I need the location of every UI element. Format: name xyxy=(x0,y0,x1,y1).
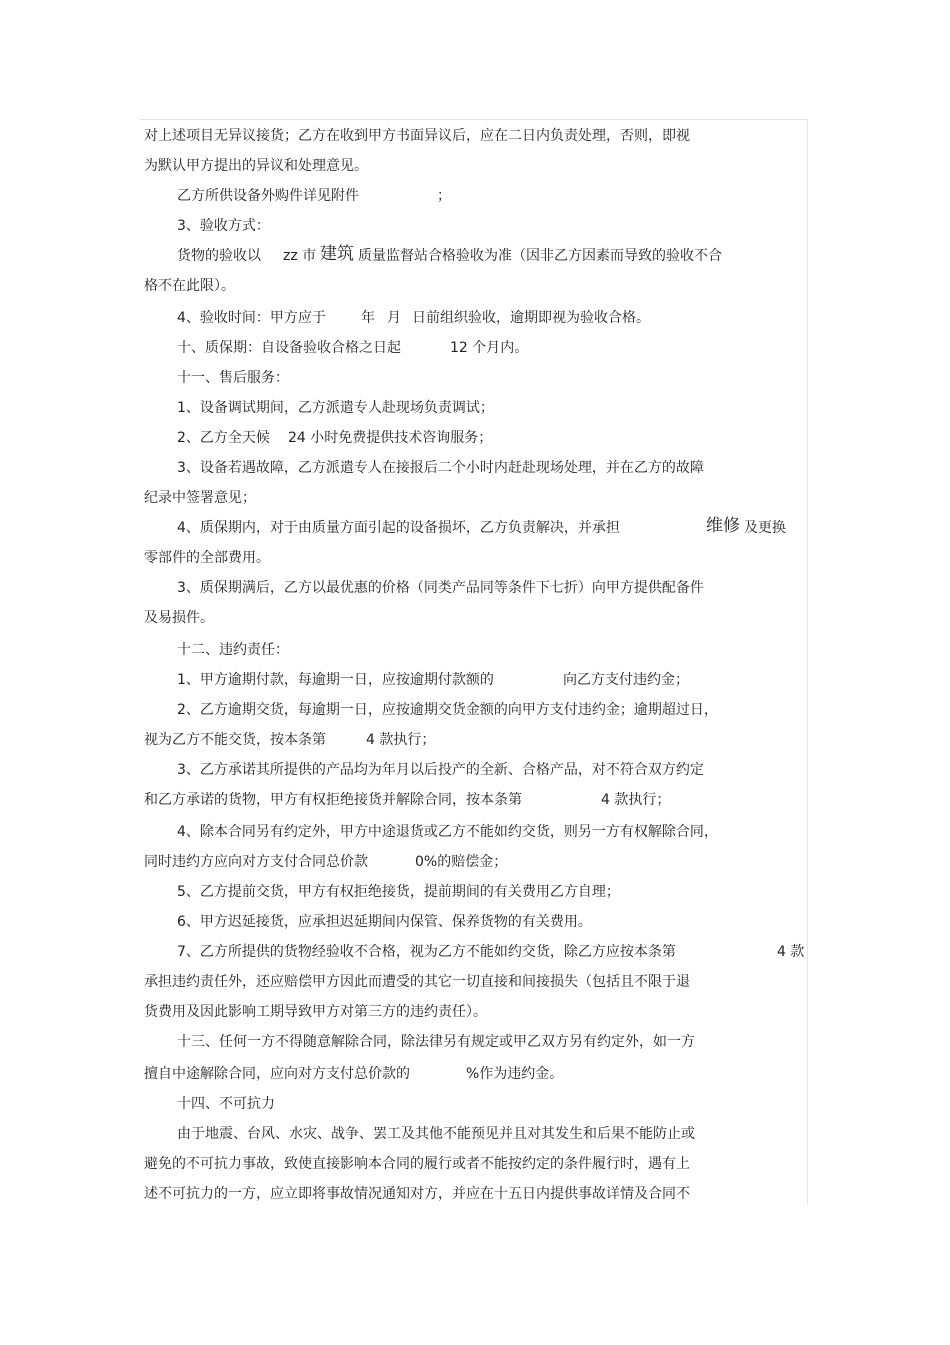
text-line: 5、乙方提前交货，甲方有权拒绝接货，提前期间的有关费用乙方自理； xyxy=(177,884,620,900)
text-line: 及更换 xyxy=(744,520,786,536)
text-line: 月 xyxy=(387,310,401,326)
page-border-right xyxy=(807,119,808,1204)
text-line: 3、验收方式： xyxy=(177,218,270,234)
text-line: 零部件的全部费用。 xyxy=(144,550,270,566)
text-line: 对上述项目无异议接货；乙方在收到甲方书面异议后，应在二日内负责处理，否则，即视 xyxy=(144,128,690,144)
text-line: 1、设备调试期间，乙方派遣专人赴现场负责调试； xyxy=(177,400,494,416)
text-line: 4 款 xyxy=(777,944,805,960)
text-line: 乙方所供设备外购件详见附件 xyxy=(177,188,359,204)
page-border-top xyxy=(140,119,808,120)
text-line: 4、验收时间：甲方应于 xyxy=(177,310,326,326)
text-line: 维修 xyxy=(706,516,740,536)
text-line: ； xyxy=(437,188,451,204)
text-line: 3、质保期满后，乙方以最优惠的价格（同类产品同等条件下七折）向甲方提供配备件 xyxy=(177,580,704,596)
text-line: 由于地震、台风、水灾、战争、罢工及其他不能预见并且对其发生和后果不能防止或 xyxy=(177,1126,695,1142)
text-line: 十一、售后服务： xyxy=(177,370,289,386)
text-line: 1、甲方逾期付款，每逾期一日，应按逾期付款额的 xyxy=(177,672,494,688)
text-line: 7、乙方所提供的货物经验收不合格，视为乙方不能如约交货，除乙方应按本条第 xyxy=(177,944,676,960)
text-line: 及易损件。 xyxy=(144,610,214,626)
text-line: %作为违约金。 xyxy=(466,1066,564,1082)
text-line: 擅自中途解除合同，应向对方支付总价款的 xyxy=(144,1066,410,1082)
text-line: 6、甲方迟延接货，应承担迟延期间内保管、保养货物的有关费用。 xyxy=(177,914,592,930)
text-line: 质量监督站合格验收为准（因非乙方因素而导致的验收不合 xyxy=(358,248,722,264)
text-line: 日前组织验收，逾期即视为验收合格。 xyxy=(412,310,650,326)
text-line: 十四、不可抗力 xyxy=(177,1096,275,1112)
text-line: 视为乙方不能交货，按本条第 xyxy=(144,732,326,748)
text-line: 4 款执行； xyxy=(601,792,671,808)
text-line: 十二、违约责任： xyxy=(177,642,289,658)
text-line: 2、乙方逾期交货，每逾期一日，应按逾期交货金额的向甲方支付违约金；逾期超过日， xyxy=(177,702,718,718)
text-line: 货物的验收以 xyxy=(177,248,261,264)
text-line: 纪录中签署意见； xyxy=(144,490,256,506)
text-line: 4、除本合同另有约定外，甲方中途退货或乙方不能如约交货，则另一方有权解除合同， xyxy=(177,824,718,840)
text-line: 避免的不可抗力事故，致使直接影响本合同的履行或者不能按约定的条件履行时，遇有上 xyxy=(144,1156,690,1172)
text-line: 24 小时免费提供技术咨询服务； xyxy=(288,430,493,446)
text-line: 和乙方承诺的货物，甲方有权拒绝接货并解除合同，按本条第 xyxy=(144,792,522,808)
text-line: 同时违约方应向对方支付合同总价款 xyxy=(144,854,368,870)
text-line: 0%的赔偿金； xyxy=(415,854,508,870)
text-line: 十、质保期：自设备验收合格之日起 xyxy=(177,340,401,356)
text-line: zz 市 xyxy=(283,248,317,264)
text-line: 十三、任何一方不得随意解除合同，除法律另有规定或甲乙双方另有约定外，如一方 xyxy=(177,1034,695,1050)
text-line: 为默认甲方提出的异议和处理意见。 xyxy=(144,158,368,174)
text-line: 述不可抗力的一方，应立即将事故情况通知对方，并应在十五日内提供事故详情及合同不 xyxy=(144,1186,690,1202)
text-line: 3、设备若遇故障，乙方派遣专人在接报后二个小时内赶赴现场处理，并在乙方的故障 xyxy=(177,460,704,476)
text-line: 12 个月内。 xyxy=(450,340,529,356)
text-line: 4、质保期内，对于由质量方面引起的设备损坏，乙方负责解决，并承担 xyxy=(177,520,620,536)
text-line: 建筑 xyxy=(320,244,354,264)
text-line: 3、乙方承诺其所提供的产品均为年月以后投产的全新、合格产品，对不符合双方约定 xyxy=(177,762,704,778)
text-line: 2、乙方全天候 xyxy=(177,430,270,446)
text-line: 承担违约责任外，还应赔偿甲方因此而遭受的其它一切直接和间接损失（包括且不限于退 xyxy=(144,974,690,990)
text-line: 货费用及因此影响工期导致甲方对第三方的违约责任）。 xyxy=(144,1004,487,1020)
text-line: 4 款执行； xyxy=(366,732,436,748)
text-line: 向乙方支付违约金； xyxy=(563,672,689,688)
text-line: 格不在此限）。 xyxy=(144,278,235,294)
text-line: 年 xyxy=(361,310,375,326)
